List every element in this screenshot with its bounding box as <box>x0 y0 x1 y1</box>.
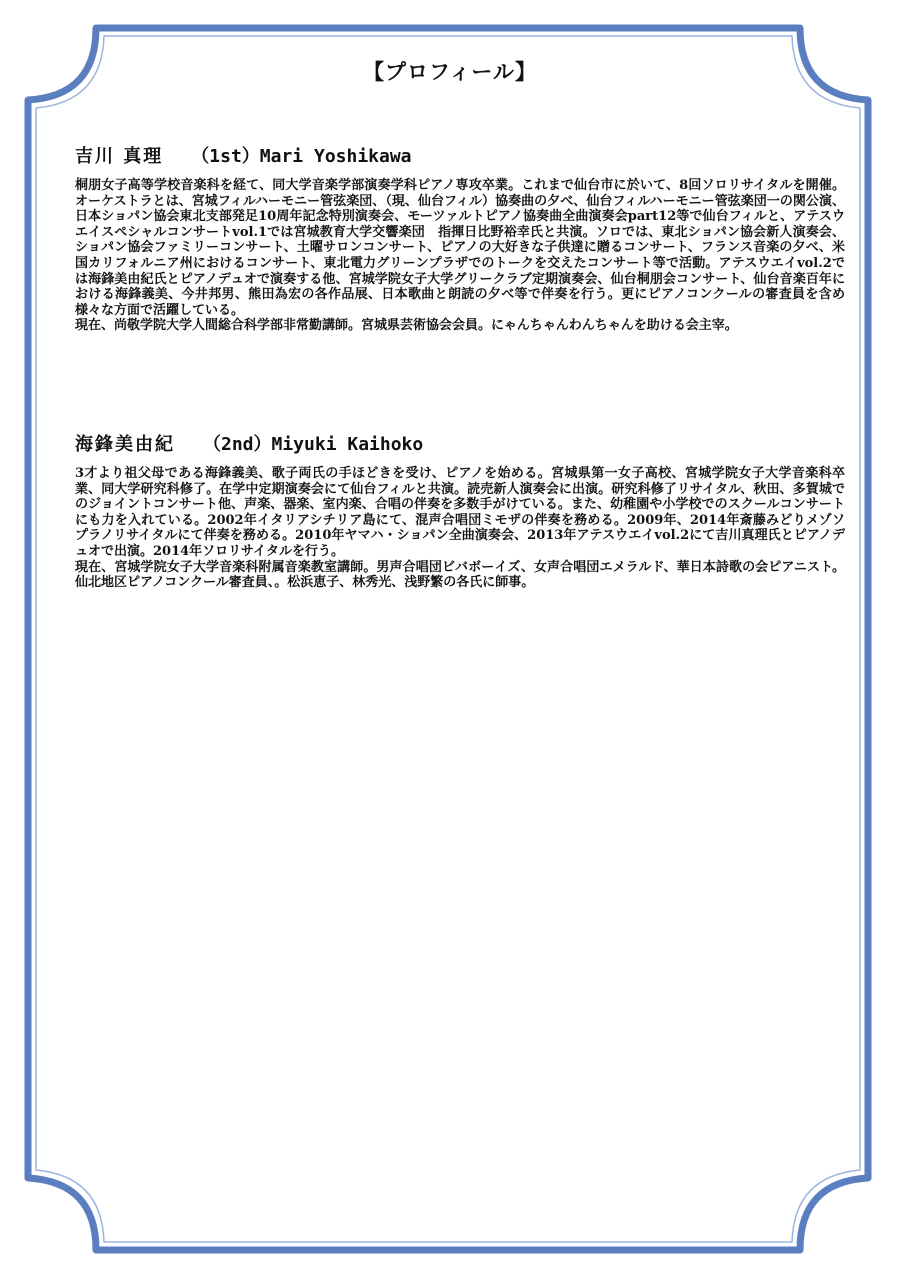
profile-role: （2nd）Miyuki Kaihoko <box>203 434 424 455</box>
profile-role: （1st）Mari Yoshikawa <box>191 146 412 167</box>
profile-name: 吉川 真理 <box>75 146 164 167</box>
bio-paragraph: 桐朋女子高等学校音楽科を経て、同大学音楽学部演奏学科ピアノ専攻卒業。これまで仙台市に於いて、8回ソロリサイタルを開催。オーケストラとは、宮城フィルハーモニー管弦楽団、（現、仙台フィル）協奏曲の夕べ、仙台フィルハーモニー管弦楽団一の関公演、日本ショパン協会東北支部発足10周年記念特別演奏会、モーツァルトピアノ協奏曲全曲演奏会part12等で仙台フィルと、アテスウエイスペシャルコンサートvol.1では宮城教育大学交響楽団 指揮日比野裕幸氏と共演。ソロでは、東北ショパン協会新人演奏会、ショパン協会ファミリーコンサート、土曜サロンコンサート、ピアノの大好きな子供達に贈るコンサート、フランス音楽の夕べ、米国カリフォルニア州におけるコンサート、東北電力グリーンプラザでのトークを交えたコンサート等で活動。アテスウエイvol.2では海鋒美由紀氏とピアノデュオで演奏する他、宮城学院女子大学グリークラブ定期演奏会、仙台桐朋会コンサート、仙台音楽百年における海鋒義美、今井邦男、熊田為宏の各作品展、日本歌曲と朗読の夕べ等で伴奏を行う。更にピアノコンクールの審査員を含め様々な方面で活躍している。 <box>75 178 845 318</box>
profile-heading <box>75 142 845 168</box>
profile-section-kaihoko <box>75 430 845 591</box>
page-title: 【プロフィール】 <box>363 59 537 84</box>
bio-paragraph: 現在、宮城学院女子大学音楽科附属音楽教室講師。男声合唱団ビバボーイズ、女声合唱団エメラルド、華日本詩歌の会ピアニスト。仙北地区ピアノコンクール審査員、。松浜恵子、林秀光、浅野繁の各氏に師事。 <box>75 559 845 591</box>
bio-paragraph: 現在、尚敬学院大学人間総合科学部非常勤講師。宮城県芸術協会会員。にゃんちゃんわんちゃんを助ける会主宰。 <box>75 318 738 334</box>
profile-bio <box>75 466 845 591</box>
profile-heading <box>75 430 845 456</box>
profile-section-yoshikawa <box>75 142 845 334</box>
profile-name: 海鋒美由紀 <box>75 434 175 455</box>
bio-paragraph: 3才より祖父母である海鋒義美、歌子両氏の手ほどきを受け、ピアノを始める。宮城県第一女子高校、宮城学院女子大学音楽科卒業、同大学研究科修了。在学中定期演奏会にて仙台フィルと共演。読売新人演奏会に出演。研究科修了リサイタル、秋田、多賀城でのジョイントコンサート他、声楽、器楽、室内楽、合唱の伴奏を多数手がけている。また、幼稚園や小学校でのスクールコンサートにも力を入れている。2002年イタリアシチリア島にて、混声合唱団ミモザの伴奏を務める。2009年、2014年斎藤みどりメゾソプラノリサイタルにて伴奏を務める。2010年ヤマハ・ショパン全曲演奏会、2013年アテスウエイvol.2にて吉川真理氏とピアノデュオで出演。2014年ソロリサイタルを行う。 <box>75 466 845 559</box>
profile-bio <box>75 178 845 334</box>
